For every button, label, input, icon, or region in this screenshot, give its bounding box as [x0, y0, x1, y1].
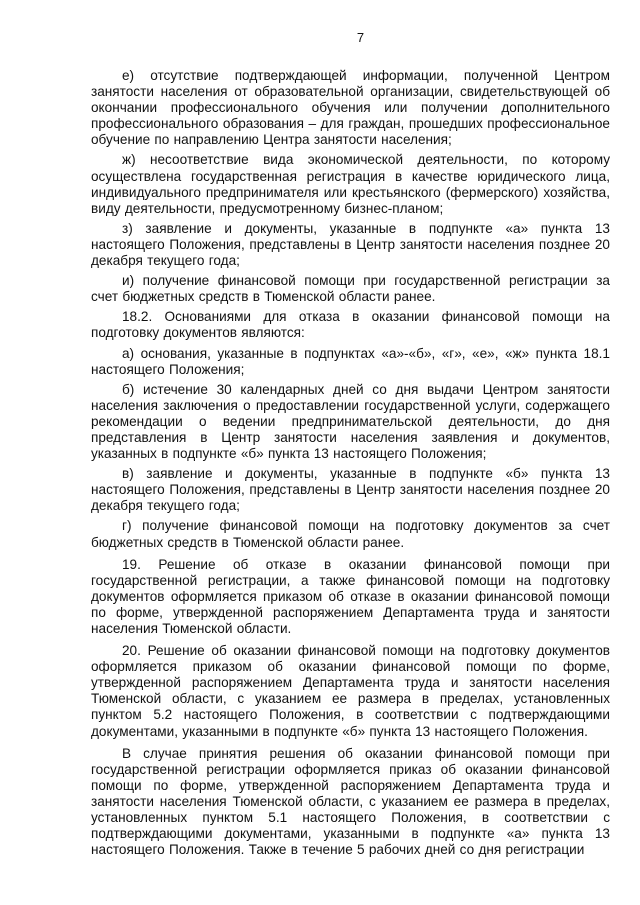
paragraph-section-18-2: 18.2. Основаниями для отказа в оказании финансовой помощи на подготовку документов являются: — [91, 309, 610, 341]
page-number: 7 — [356, 30, 365, 45]
paragraph-section-19: 19. Решение об отказе в оказании финансовой помощи при государственной регистрации, а также финансовой помощи на подготовку документов оформляется приказом об отказе в оказании финансовой помощи по форме, утвержденной распоряжением Департамента труда и занятости населения Тюменской области. — [91, 556, 610, 636]
paragraph-item-e: е) отсутствие подтверждающей информации, полученной Центром занятости населения от образовательной организации, свидетельствующей об окончании профессионального обучения или получении дополнительного профессионального образования – для граждан, прошедших профессиональное обучение по направлению Центра занятости населения; — [91, 68, 610, 148]
paragraph-item-zh: ж) несоответствие вида экономической деятельности, по которому осуществлена государственная регистрация в качестве юридического лица, индивидуального предпринимателя или крестьянского (фермерского) хозяйства, виду деятельности, предусмотренному бизнес-планом; — [91, 152, 610, 216]
paragraph-item-b: б) истечение 30 календарных дней со дня выдачи Центром занятости населения заключения о предоставлении государственной услуги, содержащего рекомендации о ведении предпринимательской деятельности, до дня представления в Центр занятости населения заявления и документов, указанных в подпункте «б» пункта 13 настоящего Положения; — [91, 381, 610, 462]
paragraph-item-v: в) заявление и документы, указанные в подпункте «б» пункта 13 настоящего Положения, представлены в Центр занятости населения позднее 20 декабря текущего года; — [91, 466, 610, 514]
paragraph-item-g: г) получение финансовой помощи на подготовку документов за счет бюджетных средств в Тюменской области ранее. — [91, 518, 610, 550]
paragraph-item-a: а) основания, указанные в подпунктах «а»-«б», «г», «е», «ж» пункта 18.1 настоящего Положения; — [91, 345, 610, 377]
paragraph-item-i: и) получение финансовой помощи при государственной регистрации за счет бюджетных средств в Тюменской области ранее. — [91, 273, 610, 305]
paragraph-item-z: з) заявление и документы, указанные в подпункте «а» пункта 13 настоящего Положения, представлены в Центр занятости населения позднее 20 декабря текущего года; — [91, 220, 610, 269]
paragraph-section-20: 20. Решение об оказании финансовой помощи на подготовку документов оформляется приказом об оказании финансовой помощи по форме, утвержденной распоряжением Департамента труда и занятости населения Тюменской области, с указанием ее размера в пределах, установленных пунктом 5.2 настоящего Положения, в соответствии с подтверждающими документами, указанными в подпункте «б» пункта 13 настоящего Положения. — [91, 643, 610, 739]
paragraph-registration-case: В случае принятия решения об оказании финансовой помощи при государственной регистрации оформляется приказ об оказании финансовой помощи по форме, утвержденной распоряжением Департамента труда и занятости населения Тюменской области, с указанием ее размера в пределах, установленных пунктом 5.1 настоящего Положения, в соответствии с подтверждающими документами, указанными в подпункте «а» пункта 13 настоящего Положения. Также в течение 5 рабочих дней со дня регистрации — [91, 745, 610, 858]
